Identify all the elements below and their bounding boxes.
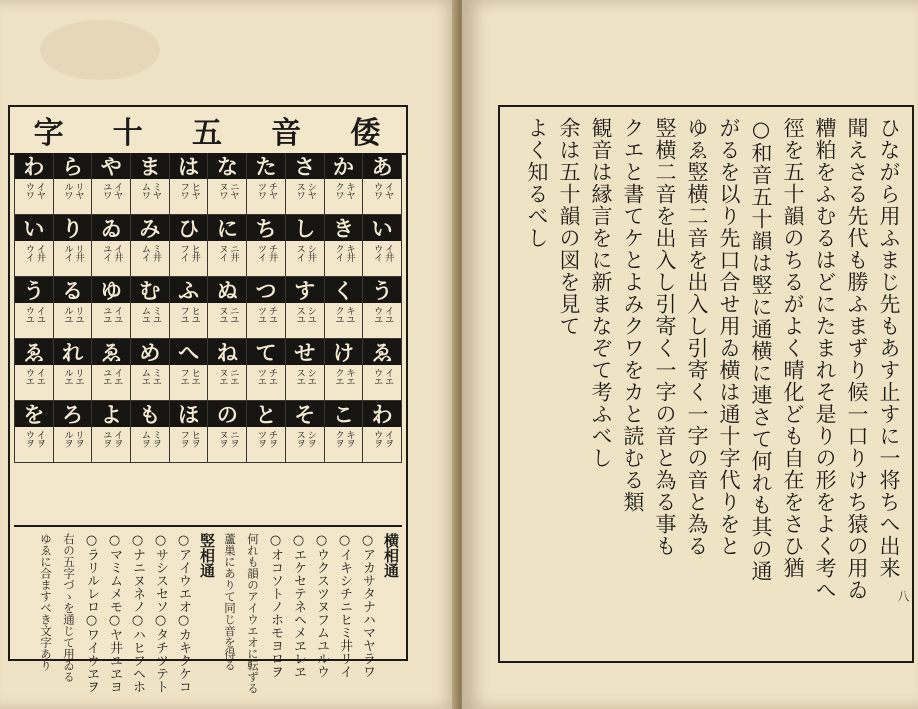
kana-band: も — [131, 401, 169, 427]
kana-reading: ウエ — [371, 368, 383, 385]
kana-reading: リ井 — [73, 244, 85, 261]
kana-readings — [170, 365, 208, 401]
kana-reading: ニヲ — [227, 430, 239, 447]
kana-reading: ウイ — [23, 244, 35, 261]
kana-reading: イ井 — [382, 244, 394, 261]
text-column: 徑を五十韻のちるがよく晴化ども自在をさひ猶 — [781, 117, 805, 579]
kana-reading: シユ — [305, 306, 317, 323]
page-margin-mark: 八 — [896, 590, 910, 602]
kana-band: う — [363, 277, 401, 303]
kana-readings — [15, 427, 53, 463]
kana-reading: スエ — [294, 368, 306, 385]
kana-readings — [325, 365, 363, 401]
text-columns — [525, 117, 902, 651]
notes-line: 右の五字づゝを通じて用ゐる — [62, 533, 76, 683]
notes-line: 蘆巣にありて同じ音を得る — [223, 533, 237, 671]
kana-reading: スヲ — [294, 430, 306, 447]
kana-reading: キエ — [343, 368, 355, 385]
notes-line: ○ラリルレロ○ワイウヱヲ — [84, 533, 99, 693]
kana-band: わ — [15, 153, 53, 179]
kana-reading: ニエ — [227, 368, 239, 385]
notes-heading: 横相通 — [382, 533, 400, 578]
kana-column — [208, 153, 247, 463]
kana-readings — [15, 179, 53, 215]
kana-readings — [247, 427, 285, 463]
text-column: 聞えさる先代も勝ふまずり候一口りけち猿の用ゐ — [845, 117, 869, 601]
title-char: 倭 — [350, 116, 383, 151]
kana-readings — [92, 365, 130, 401]
kana-reading: ニ井 — [227, 244, 239, 261]
kana-reading: ウユ — [23, 306, 35, 323]
kana-readings — [325, 179, 363, 215]
kana-band: ろ — [54, 401, 92, 427]
kana-readings — [363, 241, 401, 277]
text-column: ゆゑ竪横二音を出入し引寄く一字の音と為る — [685, 117, 709, 557]
kana-readings — [363, 303, 401, 339]
kana-band: そ — [286, 401, 324, 427]
kana-reading: フイ — [178, 244, 190, 261]
kana-column — [170, 153, 209, 463]
kana-reading: ルユ — [62, 306, 74, 323]
kana-band: ま — [131, 153, 169, 179]
kana-reading: ムエ — [139, 368, 151, 385]
kana-readings — [208, 427, 246, 463]
text-column: 観音は縁言をに新まなぞて考ふべし — [589, 117, 613, 469]
kana-band: ゑ — [363, 339, 401, 365]
kana-band: に — [208, 215, 246, 241]
text-column: がるを以り先口合せ用ゐ横は通十字代りをと — [717, 117, 741, 557]
kana-reading: ヌイ — [216, 244, 228, 261]
kana-reading: ヌエ — [216, 368, 228, 385]
kana-readings — [54, 179, 92, 215]
kana-band: ふ — [170, 277, 208, 303]
kana-reading: イユ — [382, 306, 394, 323]
kana-reading: チヲ — [266, 430, 278, 447]
kana-column — [131, 153, 170, 463]
kana-readings — [286, 303, 324, 339]
kana-band: く — [325, 277, 363, 303]
kana-band: つ — [247, 277, 285, 303]
notes-line: ○マミムメモ○ヤ井ユヱヨ — [107, 533, 122, 693]
kana-column — [286, 153, 325, 463]
kana-reading: イヲ — [111, 430, 123, 447]
kana-reading: イエ — [34, 368, 46, 385]
kana-reading: キ井 — [343, 244, 355, 261]
kana-reading: ウヲ — [23, 430, 35, 447]
kana-reading: ミヲ — [150, 430, 162, 447]
notes-line: ○ウクスツヌフムユルウ — [314, 533, 329, 678]
kana-band: は — [170, 153, 208, 179]
kana-reading: ルワ — [62, 182, 74, 199]
kana-band: ゐ — [92, 215, 130, 241]
kana-reading: イヤ — [382, 182, 394, 199]
notes-line: ゆゑに合ますべき文字あり — [39, 533, 53, 671]
kana-reading: ミ井 — [150, 244, 162, 261]
kana-reading: クヲ — [332, 430, 344, 447]
notes-line: 何れも韻のアイウエオに転ずる — [246, 533, 260, 694]
kana-readings — [131, 179, 169, 215]
kana-readings — [170, 427, 208, 463]
kana-reading: ウワ — [371, 182, 383, 199]
kana-band: わ — [363, 401, 401, 427]
kana-reading: イユ — [34, 306, 46, 323]
kana-band: う — [15, 277, 53, 303]
kana-reading: ムイ — [139, 244, 151, 261]
kana-reading: チ井 — [266, 244, 278, 261]
kana-band: を — [15, 401, 53, 427]
kana-readings — [247, 241, 285, 277]
kana-band: や — [92, 153, 130, 179]
page-title — [10, 107, 406, 155]
kana-reading: ヌユ — [216, 306, 228, 323]
title-char: 音 — [271, 116, 304, 151]
kana-band: ぬ — [208, 277, 246, 303]
kana-reading: イ井 — [34, 244, 46, 261]
kana-reading: フヲ — [178, 430, 190, 447]
text-column: クエと書てケとよみクワをカと読むる類 — [621, 117, 645, 513]
kana-band: て — [247, 339, 285, 365]
kana-reading: ユエ — [100, 368, 112, 385]
kana-readings — [92, 179, 130, 215]
kana-reading: リヤ — [73, 182, 85, 199]
text-column: 糟粕をふむるはどにたまれそ是りの形をよく考へ — [813, 117, 837, 601]
kana-reading: イヤ — [34, 182, 46, 199]
kana-reading: ツエ — [255, 368, 267, 385]
kana-column — [247, 153, 286, 463]
kana-band: む — [131, 277, 169, 303]
kana-reading: ミエ — [150, 368, 162, 385]
kana-band: す — [286, 277, 324, 303]
kana-band: き — [325, 215, 363, 241]
kana-reading: ヒ井 — [189, 244, 201, 261]
kana-readings — [286, 241, 324, 277]
kana-reading: イヤ — [111, 182, 123, 199]
kana-reading: シヤ — [305, 182, 317, 199]
kana-reading: ウイ — [371, 244, 383, 261]
kana-reading: ユヲ — [100, 430, 112, 447]
kana-reading: スワ — [294, 182, 306, 199]
text-column: ○和音五十韻は竪に通横に連さて何れも其の通 — [749, 117, 773, 582]
kana-reading: クワ — [332, 182, 344, 199]
kana-reading: リヲ — [73, 430, 85, 447]
kana-reading: ヒユ — [189, 306, 201, 323]
kana-readings — [363, 179, 401, 215]
kana-readings — [363, 365, 401, 401]
kana-reading: シ井 — [305, 244, 317, 261]
kana-band: さ — [286, 153, 324, 179]
title-char: 十 — [112, 116, 145, 151]
correspondence-notes — [14, 525, 402, 694]
kana-readings — [131, 303, 169, 339]
kana-reading: リエ — [73, 368, 85, 385]
kana-readings — [170, 303, 208, 339]
kana-readings — [170, 179, 208, 215]
notes-line: ○エケセテネヘメヱレヱ — [291, 533, 306, 678]
kana-reading: イユ — [111, 306, 123, 323]
kana-readings — [131, 241, 169, 277]
right-page — [462, 0, 918, 709]
kana-readings — [208, 241, 246, 277]
kana-reading: ウエ — [23, 368, 35, 385]
kana-reading: ツユ — [255, 306, 267, 323]
kana-reading: ユイ — [100, 244, 112, 261]
kana-reading: シエ — [305, 368, 317, 385]
kana-band: し — [286, 215, 324, 241]
kana-reading: ニヤ — [227, 182, 239, 199]
kana-readings — [92, 241, 130, 277]
kana-readings — [15, 303, 53, 339]
text-column: 竪横二音を出入し引寄く一字の音と為る事も — [653, 117, 677, 557]
kana-reading: イエ — [382, 368, 394, 385]
kana-band: ひ — [170, 215, 208, 241]
kana-readings — [325, 241, 363, 277]
kana-band: ゑ — [92, 339, 130, 365]
kana-reading: ツワ — [255, 182, 267, 199]
kana-band: ら — [54, 153, 92, 179]
text-column: 余は五十韻の図を見て — [557, 117, 581, 337]
kana-band: よ — [92, 401, 130, 427]
kana-band: け — [325, 339, 363, 365]
kana-readings — [54, 241, 92, 277]
kana-band: ゑ — [15, 339, 53, 365]
kana-grid — [14, 153, 402, 463]
kana-readings — [286, 365, 324, 401]
kana-readings — [131, 427, 169, 463]
kana-column — [14, 153, 54, 463]
kana-readings — [208, 365, 246, 401]
kana-readings — [286, 179, 324, 215]
kana-readings — [286, 427, 324, 463]
kana-reading: ヒエ — [189, 368, 201, 385]
kana-readings — [15, 241, 53, 277]
kana-reading: チエ — [266, 368, 278, 385]
text-column: ひながら用ふまじ先もあす止すに一将ちへ出来 — [877, 117, 901, 579]
kana-band: た — [247, 153, 285, 179]
kana-band: ち — [247, 215, 285, 241]
kana-readings — [54, 303, 92, 339]
title-char: 五 — [191, 116, 224, 151]
kana-readings — [208, 179, 246, 215]
kana-band: と — [247, 401, 285, 427]
notes-heading: 竪相通 — [198, 533, 216, 578]
kana-reading: シヲ — [305, 430, 317, 447]
kana-reading: キユ — [343, 306, 355, 323]
kana-readings — [54, 365, 92, 401]
kana-band: る — [54, 277, 92, 303]
kana-reading: キヲ — [343, 430, 355, 447]
kana-band: あ — [363, 153, 401, 179]
kana-reading: ルヲ — [62, 430, 74, 447]
kana-reading: ツヲ — [255, 430, 267, 447]
kana-reading: フユ — [178, 306, 190, 323]
notes-line: ○ナニヌネノ○ハヒフヘホ — [130, 533, 145, 693]
kana-readings — [170, 241, 208, 277]
notes-line: ○サシスセソ○タチツテト — [153, 533, 168, 693]
kana-reading: ユワ — [100, 182, 112, 199]
kana-band: せ — [286, 339, 324, 365]
kana-band: い — [15, 215, 53, 241]
kana-column — [54, 153, 93, 463]
kana-reading: ツイ — [255, 244, 267, 261]
kana-reading: ムユ — [139, 306, 151, 323]
kana-column — [363, 153, 402, 463]
kana-reading: チヤ — [266, 182, 278, 199]
kana-band: み — [131, 215, 169, 241]
kana-reading: イヲ — [34, 430, 46, 447]
kana-reading: ムヲ — [139, 430, 151, 447]
kana-band: な — [208, 153, 246, 179]
kana-readings — [325, 427, 363, 463]
kana-readings — [131, 365, 169, 401]
kana-reading: ルイ — [62, 244, 74, 261]
kana-readings — [15, 365, 53, 401]
kana-band: れ — [54, 339, 92, 365]
kana-reading: フワ — [178, 182, 190, 199]
kana-readings — [54, 427, 92, 463]
kana-reading: ミヤ — [150, 182, 162, 199]
kana-readings — [247, 365, 285, 401]
kana-reading: イヲ — [382, 430, 394, 447]
kana-reading: イ井 — [111, 244, 123, 261]
kana-reading: ヒヤ — [189, 182, 201, 199]
kana-reading: キヤ — [343, 182, 355, 199]
kana-readings — [325, 303, 363, 339]
kana-band: へ — [170, 339, 208, 365]
kana-reading: フエ — [178, 368, 190, 385]
kana-readings — [92, 303, 130, 339]
kana-band: ね — [208, 339, 246, 365]
kana-readings — [363, 427, 401, 463]
kana-reading: ヒヲ — [189, 430, 201, 447]
kana-reading: ウワ — [23, 182, 35, 199]
kana-band: め — [131, 339, 169, 365]
kana-reading: スイ — [294, 244, 306, 261]
kana-reading: ウヲ — [371, 430, 383, 447]
kana-reading: ヌヲ — [216, 430, 228, 447]
kana-band: い — [363, 215, 401, 241]
kana-band: ほ — [170, 401, 208, 427]
kana-band: り — [54, 215, 92, 241]
kana-reading: ヌワ — [216, 182, 228, 199]
kana-readings — [92, 427, 130, 463]
kana-reading: ムワ — [139, 182, 151, 199]
text-column: よく知るべし — [525, 117, 549, 249]
kana-band: の — [208, 401, 246, 427]
kana-column — [92, 153, 131, 463]
left-page — [0, 0, 458, 709]
kana-readings — [247, 303, 285, 339]
notes-line: ○アカサタナハマヤラワ — [360, 533, 375, 678]
kana-band: か — [325, 153, 363, 179]
notes-line: ○イキシチニヒミ井リイ — [337, 533, 352, 678]
kana-reading: クエ — [332, 368, 344, 385]
kana-readings — [247, 179, 285, 215]
kana-table-frame — [8, 105, 408, 694]
kana-reading: クユ — [332, 306, 344, 323]
kana-band: ゆ — [92, 277, 130, 303]
kana-reading: スユ — [294, 306, 306, 323]
kana-reading: チユ — [266, 306, 278, 323]
kana-column — [325, 153, 364, 463]
kana-reading: ミユ — [150, 306, 162, 323]
kana-reading: リユ — [73, 306, 85, 323]
kana-band: こ — [325, 401, 363, 427]
kana-reading: クイ — [332, 244, 344, 261]
kana-reading: ルエ — [62, 368, 74, 385]
notes-line: ○アイウエオ○カキクケコ — [176, 533, 191, 693]
kana-reading: ウユ — [371, 306, 383, 323]
kana-reading: ユユ — [100, 306, 112, 323]
kana-readings — [208, 303, 246, 339]
kana-reading: イエ — [111, 368, 123, 385]
notes-line: ○オコソトノホモヨロヲ — [268, 533, 283, 678]
text-frame — [498, 105, 914, 663]
title-char: 字 — [33, 116, 66, 151]
kana-reading: ニユ — [227, 306, 239, 323]
